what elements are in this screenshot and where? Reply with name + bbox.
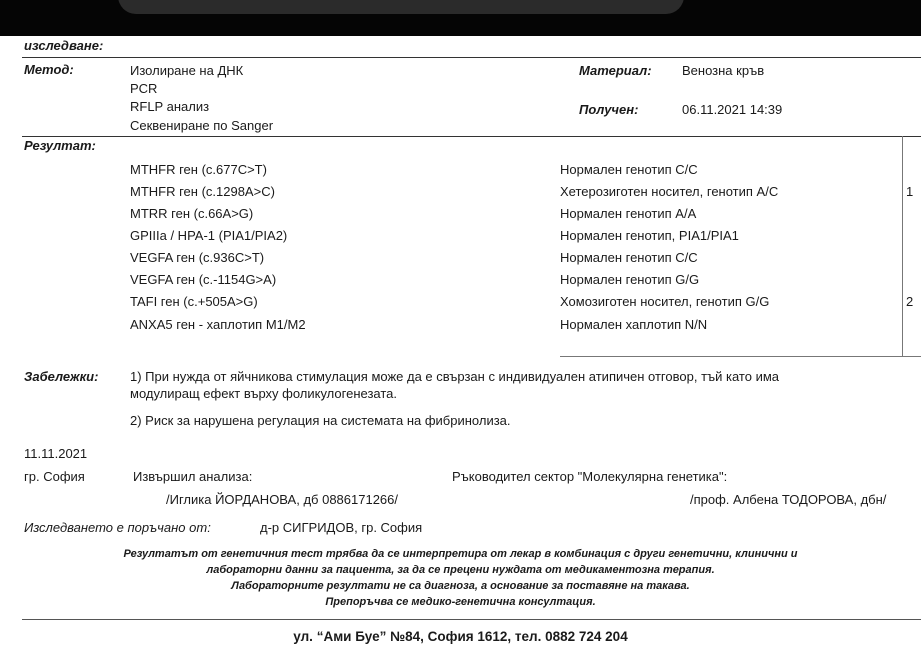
test-result: Нормален генотип A/A xyxy=(560,206,697,221)
disclaimer-line: лабораторни данни за пациента, за да се прецени нуждата от медикаментозна терапия. xyxy=(206,564,715,576)
method-label: Метод: xyxy=(24,62,74,77)
method-item: Секвениране по Sanger xyxy=(130,118,274,133)
received-value: 06.11.2021 14:39 xyxy=(682,102,783,117)
test-result: Нормален генотип, PIA1/PIA1 xyxy=(560,228,739,243)
remark-line: модулиращ ефект върху фоликулогенезата. xyxy=(130,386,398,401)
performed-by-label: Извършил анализа: xyxy=(133,469,253,484)
remark-line: 2) Риск за нарушена регулация на системата на фибринолиза. xyxy=(130,413,511,428)
sector-head-name: /проф. Албена ТОДОРОВА, дбн/ xyxy=(690,492,887,507)
test-name: VEGFA ген (c.-1154G>A) xyxy=(130,272,277,287)
test-result: Хетерозиготен носител, генотип A/C xyxy=(560,184,779,199)
test-name: ANXA5 ген - хаплотип M1/M2 xyxy=(130,317,306,332)
test-result: Нормален генотип C/C xyxy=(560,250,698,265)
disclaimer-line: Препоръчва се медико-генетична консултация. xyxy=(325,596,596,608)
method-item: Изолиране на ДНК xyxy=(130,63,244,78)
test-name: TAFI ген (c.+505A>G) xyxy=(130,294,258,309)
results-bottom-border xyxy=(560,356,921,357)
report-date: 11.11.2021 xyxy=(24,446,88,461)
results-label: Резултат: xyxy=(24,138,96,153)
method-item: PCR xyxy=(130,81,158,96)
ordered-by-value: д-р СИГРИДОВ, гр. София xyxy=(260,520,423,535)
note-reference: 2 xyxy=(906,294,914,309)
note-reference: 1 xyxy=(906,184,914,199)
device-status-bar xyxy=(0,0,921,36)
material-label: Материал: xyxy=(579,63,652,78)
ordered-by-label: Изследването е поръчано от: xyxy=(24,520,211,535)
test-result: Нормален генотип G/G xyxy=(560,272,700,287)
remark-line: 1) При нужда от яйчникова стимулация може да е свързан с индивидуален атипичен отговор, тъй като има xyxy=(130,369,780,384)
test-result: Хомозиготен носител, генотип G/G xyxy=(560,294,770,309)
report-city: гр. София xyxy=(24,469,85,484)
notes-column-border xyxy=(902,136,903,356)
test-result: Нормален генотип C/C xyxy=(560,162,698,177)
remarks-label: Забележки: xyxy=(24,369,99,384)
device-notch xyxy=(118,0,684,14)
test-name: VEGFA ген (c.936C>T) xyxy=(130,250,265,265)
disclaimer-line: Лабораторните резултати не са диагноза, а основание за поставяне на такава. xyxy=(231,580,690,592)
method-divider xyxy=(22,136,921,137)
test-name: GPIIIa / HPA-1 (PIA1/PIA2) xyxy=(130,228,288,243)
disclaimer-line: Резултатът от генетичния тест трябва да се интерпретира от лекар в комбинация с други генетични, клинични и xyxy=(123,548,798,560)
material-value: Венозна кръв xyxy=(682,63,765,78)
footer-address: ул. “Ами Буе” №84, София 1612, тел. 0882 724 204 xyxy=(293,629,628,644)
performed-by-name: /Иглика ЙОРДАНОВА, дб 0886171266/ xyxy=(166,492,398,507)
method-item: RFLP анализ xyxy=(130,99,210,114)
test-name: MTHFR ген (c.677C>T) xyxy=(130,162,267,177)
section-label: изследване: xyxy=(24,38,104,53)
received-label: Получен: xyxy=(579,102,639,117)
test-result: Нормален хаплотип N/N xyxy=(560,317,708,332)
test-name: MTHFR ген (c.1298A>C) xyxy=(130,184,275,199)
header-divider xyxy=(22,57,921,58)
sector-head-label: Ръководител сектор "Молекулярна генетика": xyxy=(452,469,728,484)
footer-divider xyxy=(22,619,921,620)
test-name: MTRR ген (c.66A>G) xyxy=(130,206,254,221)
